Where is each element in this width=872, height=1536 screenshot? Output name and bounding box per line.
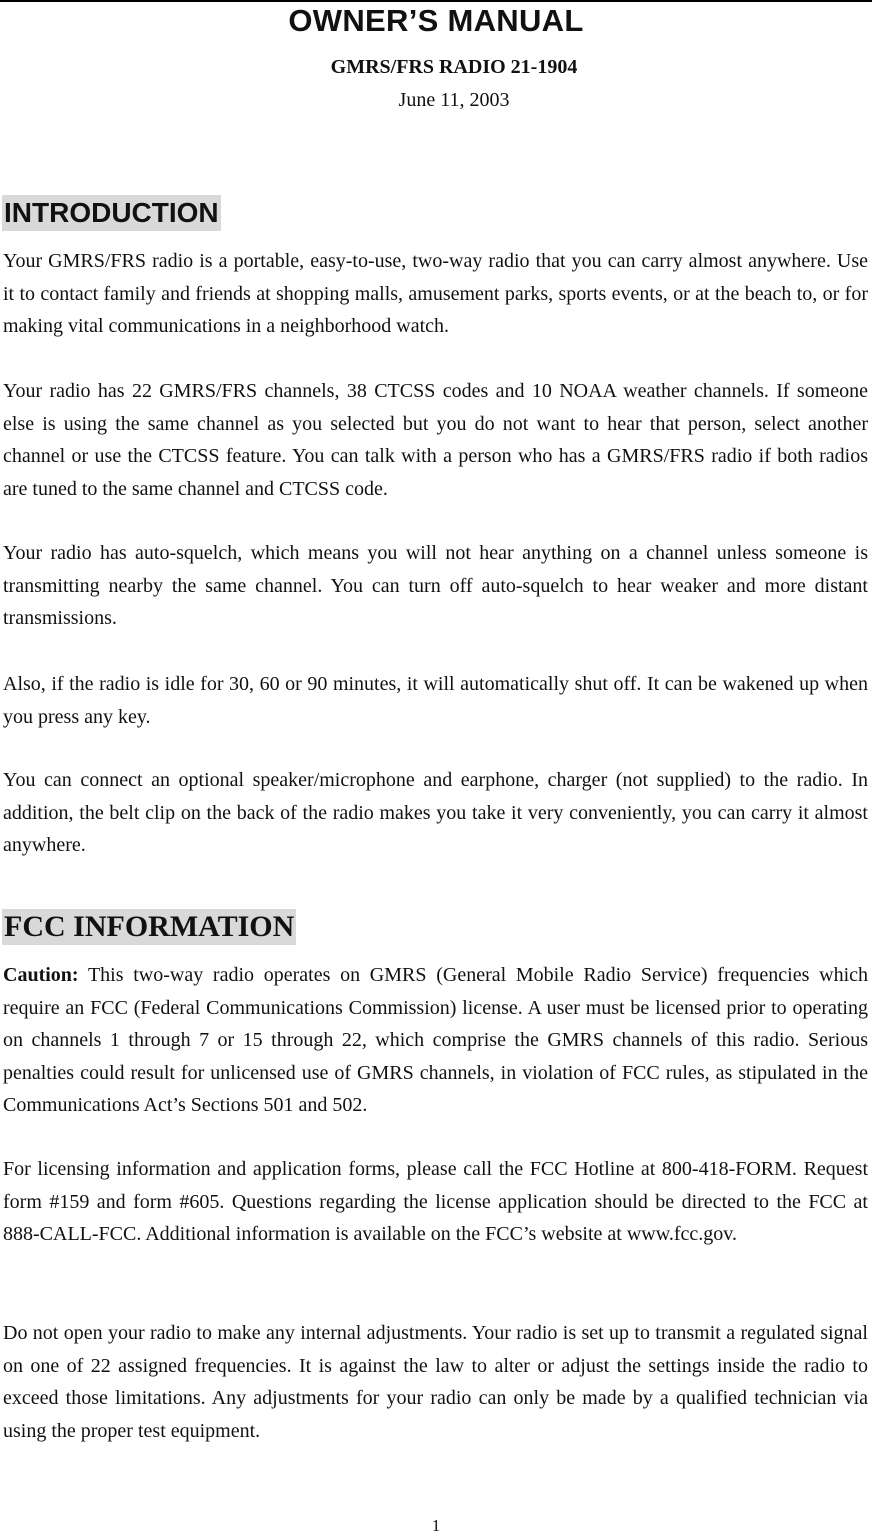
document-title: OWNER’S MANUAL xyxy=(288,3,584,38)
caution-text: This two-way radio operates on GMRS (General Mobile Radio Service) frequencies which require an FCC (Federal Communications Commission) license. A user must be licensed prior to operating on channels 1 through 7 or 15 through 22, which comprise the GMRS channels of this radio. Serious penalties could result for unlicensed use of GMRS channels, in violation of FCC rules, as stipulated in the Communications Act’s Sections 501 and 502. xyxy=(3,964,868,1116)
intro-paragraph-2: Your radio has 22 GMRS/FRS channels, 38 CTCSS codes and 10 NOAA weather channels. If someone else is using the same channel as you selected but you do not want to hear that person, select another channel or use the CTCSS feature. You can talk with a person who has a GMRS/FRS radio if both radios are tuned to the same channel and CTCSS code. xyxy=(3,380,868,500)
fcc-information-heading: FCC INFORMATION xyxy=(4,910,295,943)
fcc-caution-paragraph xyxy=(3,959,868,1122)
caution-label: Caution: xyxy=(3,964,79,986)
intro-paragraph-4: Also, if the radio is idle for 30, 60 or 90 minutes, it will automatically shut off. It can be wakened up when you press any key. xyxy=(3,673,868,728)
fcc-paragraph-licensing: For licensing information and application forms, please call the FCC Hotline at 800-418-FORM. Request form #159 and form #605. Questions regarding the license application should be directed to the FCC at 888-CALL-FCC. Additional information is available on the FCC’s website at www.fcc.gov. xyxy=(3,1158,868,1245)
intro-paragraph-5: You can connect an optional speaker/microphone and earphone, charger (not supplied) to the radio. In addition, the belt clip on the back of the radio makes you take it very conveniently, you can carry it almost anywhere. xyxy=(3,769,868,856)
intro-paragraph-1: Your GMRS/FRS radio is a portable, easy-to-use, two-way radio that you can carry almost anywhere. Use it to contact family and friends at shopping malls, amusement parks, sports events, or at the beach to, or for making vital communications in a neighborhood watch. xyxy=(3,250,868,337)
document-date: June 11, 2003 xyxy=(398,89,510,111)
page-number: 1 xyxy=(431,1516,441,1535)
document-subtitle: GMRS/FRS RADIO 21-1904 xyxy=(330,56,578,78)
fcc-paragraph-adjustments: Do not open your radio to make any internal adjustments. Your radio is set up to transmit a regulated signal on one of 22 assigned frequencies. It is against the law to alter or adjust the settings inside the radio to exceed those limitations. Any adjustments for your radio can only be made by a qualified technician via using the proper test equipment. xyxy=(3,1322,868,1442)
introduction-heading: INTRODUCTION xyxy=(2,195,221,231)
intro-paragraph-3: Your radio has auto-squelch, which means you will not hear anything on a channel unless someone is transmitting nearby the same channel. You can turn off auto-squelch to hear weaker and more distant transmissions. xyxy=(3,542,868,629)
